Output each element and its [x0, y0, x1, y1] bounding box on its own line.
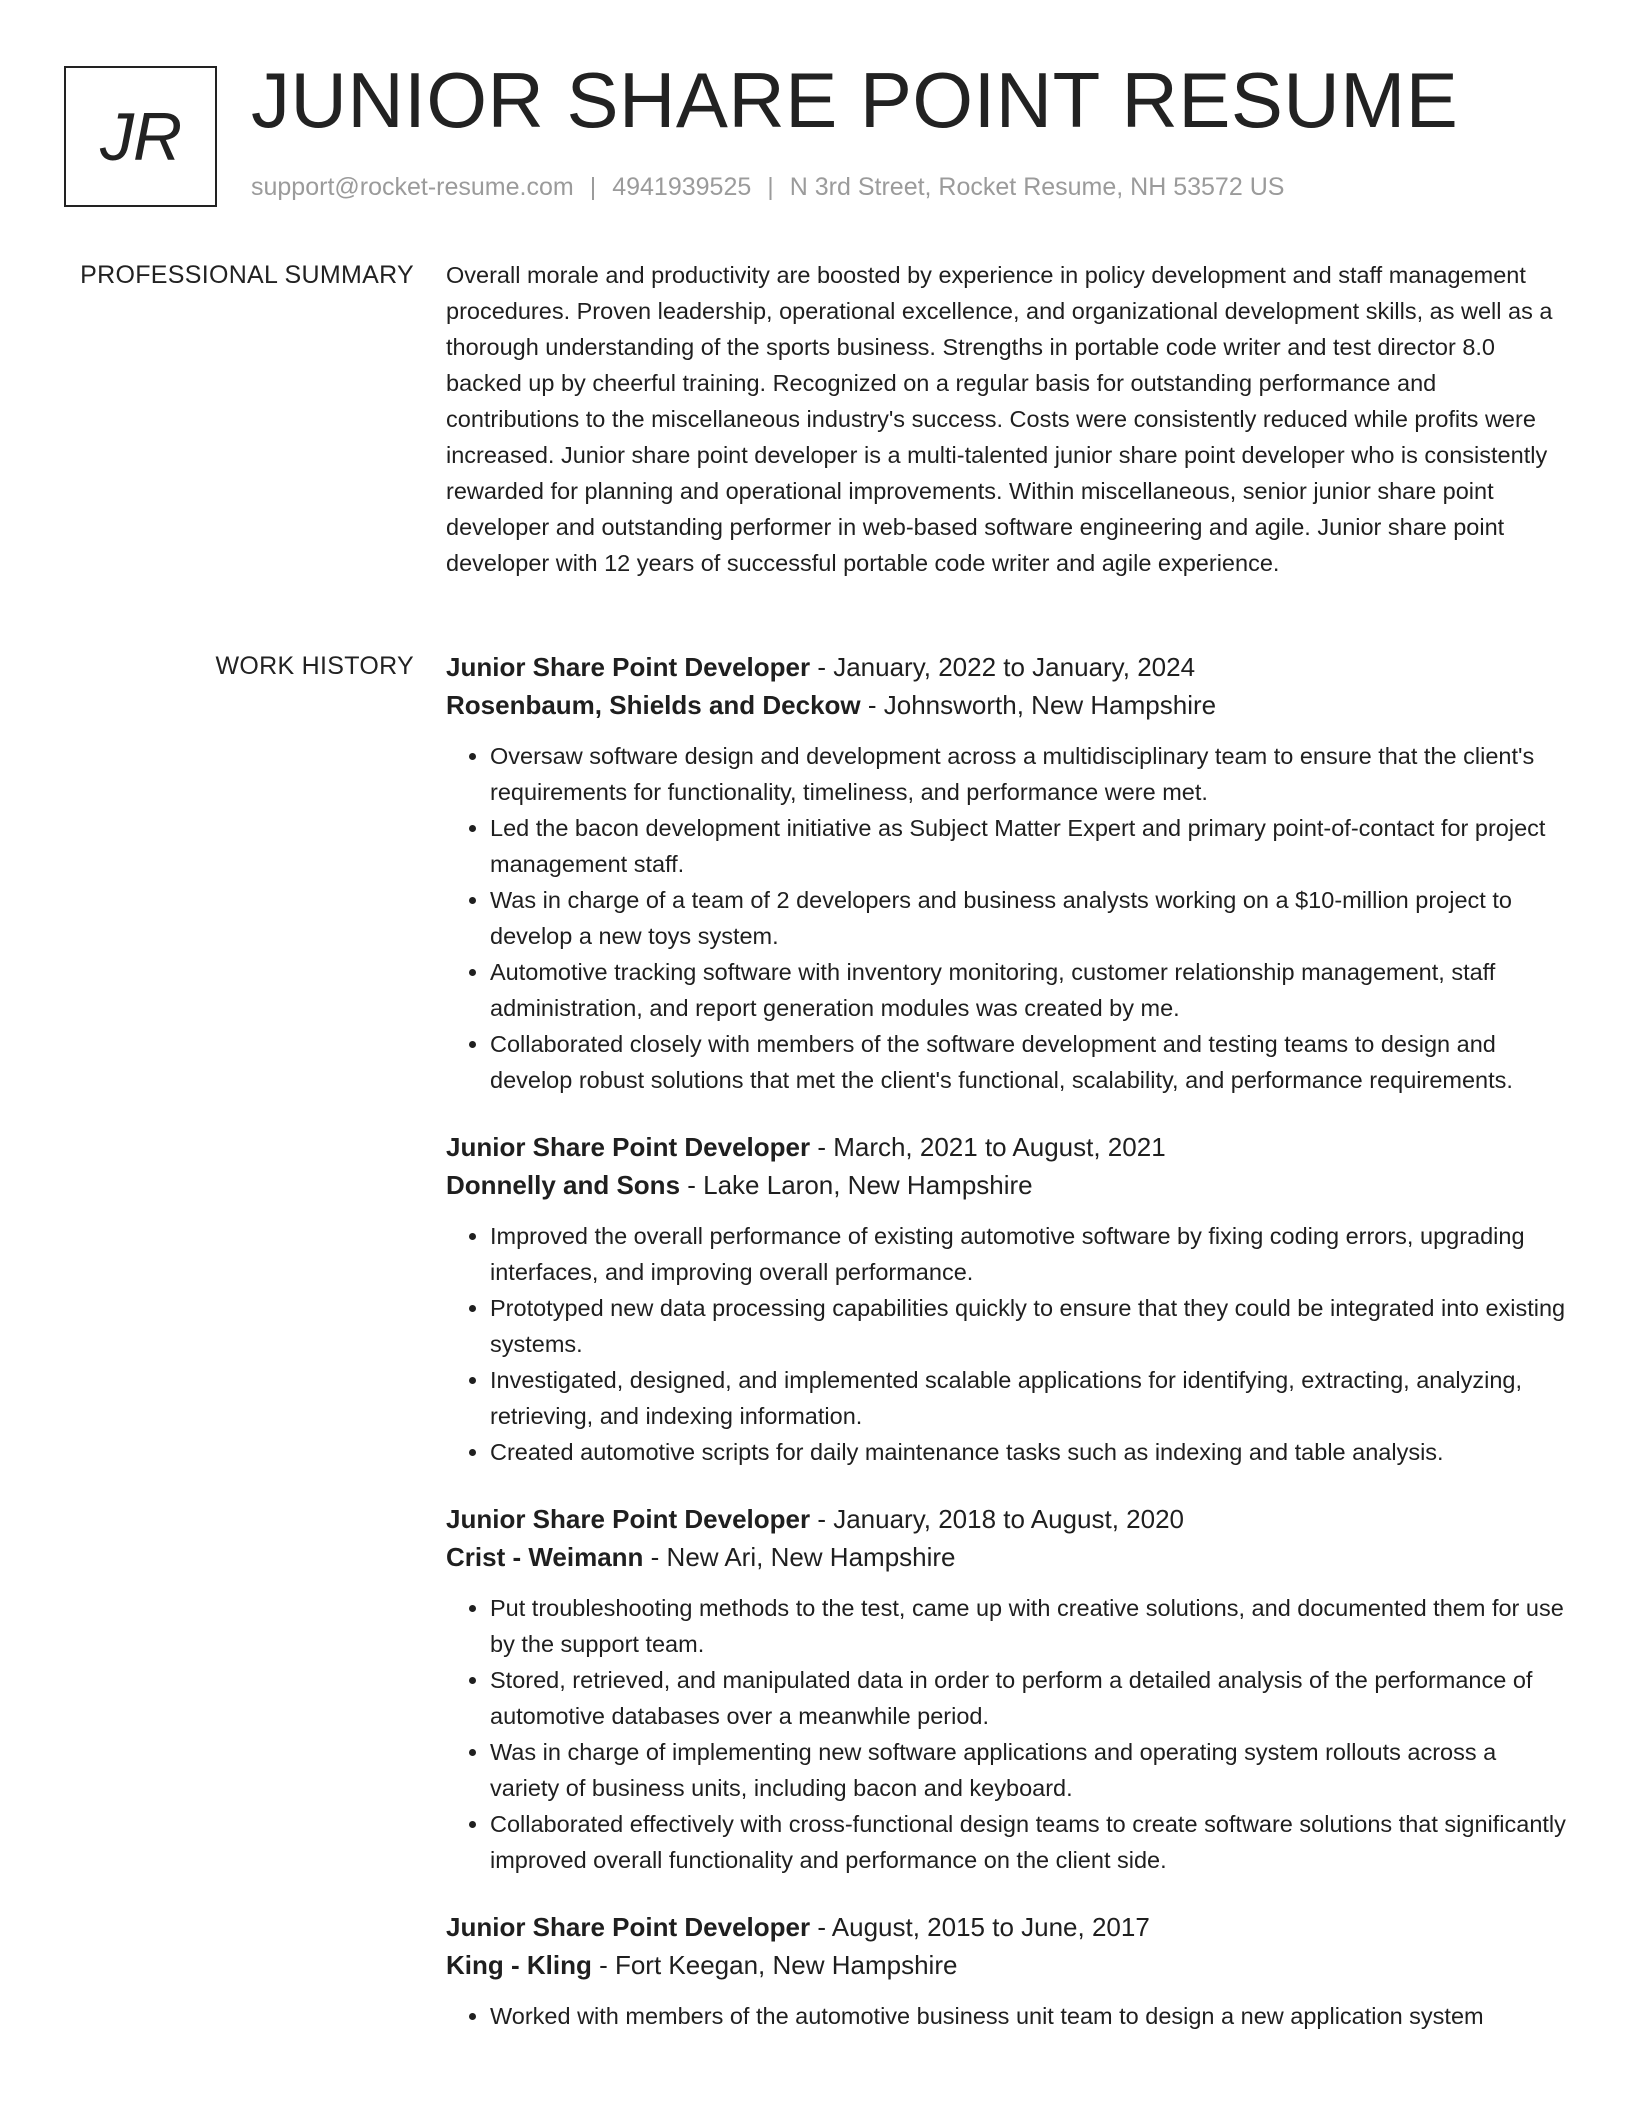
job-company-line	[446, 686, 1566, 724]
page-title: JUNIOR SHARE POINT RESUME	[251, 56, 1459, 144]
job-title: Junior Share Point Developer	[446, 1504, 811, 1534]
job-company: King - Kling	[446, 1950, 592, 1980]
job-dates: - January, 2022 to January, 2024	[810, 652, 1196, 682]
job-title: Junior Share Point Developer	[446, 1132, 811, 1162]
job-title-line	[446, 1908, 1566, 1946]
job-title-line	[446, 1128, 1566, 1166]
contact-line	[251, 173, 1284, 202]
job-company-line	[446, 1538, 1566, 1576]
job-bullet: • Oversaw software design and development across a multidisciplinary team to ensure that the client's requirements for functionality, timeliness, and performance were met.	[490, 738, 1566, 810]
job-location: - New Ari, New Hampshire	[643, 1542, 956, 1572]
job-bullet: • Improved the overall performance of existing automotive software by fixing coding errors, upgrading interfaces, and improving overall performance.	[490, 1218, 1566, 1290]
job-title: Junior Share Point Developer	[446, 1912, 811, 1942]
job-bullet: • Automotive tracking software with inventory monitoring, customer relationship management, staff administration, and report generation modules was created by me.	[490, 954, 1566, 1026]
section-heading-work: WORK HISTORY	[215, 652, 414, 680]
job-title-line	[446, 648, 1566, 686]
job-bullets	[446, 1998, 1566, 2034]
job-company: Crist - Weimann	[446, 1542, 644, 1572]
job-dates: - March, 2021 to August, 2021	[810, 1132, 1166, 1162]
job-title-line	[446, 1500, 1566, 1538]
work-history-list	[446, 648, 1566, 2064]
contact-separator: |	[589, 173, 597, 201]
job-company: Rosenbaum, Shields and Deckow	[446, 690, 861, 720]
job-bullet: • Put troubleshooting methods to the test, came up with creative solutions, and documented them for use by the support team.	[490, 1590, 1566, 1662]
section-heading-summary: PROFESSIONAL SUMMARY	[80, 261, 414, 289]
summary-text: Overall morale and productivity are boosted by experience in policy development and staff management procedures. Proven leadership, operational excellence, and organizational development skills, as well as a thorough understanding of the sports business. Strengths in portable code writer and test director 8.0 backed up by cheerful training. Recognized on a regular basis for outstanding performance and contributions to the miscellaneous industry's success. Costs were consistently reduced while profits were increased. Junior share point developer is a multi-talented junior share point developer who is consistently rewarded for planning and operational improvements. Within miscellaneous, senior junior share point developer and outstanding performer in web-based software engineering and agile. Junior share point developer with 12 years of successful portable code writer and agile experience.	[446, 262, 1553, 576]
job-location: - Lake Laron, New Hampshire	[680, 1170, 1033, 1200]
job-dates: - August, 2015 to June, 2017	[810, 1912, 1150, 1942]
job-bullet: • Investigated, designed, and implemented scalable applications for identifying, extracting, analyzing, retrieving, and indexing information.	[490, 1362, 1566, 1434]
contact-address: N 3rd Street, Rocket Resume, NH 53572 US	[789, 173, 1285, 201]
job-location: - Fort Keegan, New Hampshire	[591, 1950, 958, 1980]
monogram-badge: JR	[64, 66, 217, 207]
job-bullet: • Stored, retrieved, and manipulated data in order to perform a detailed analysis of the performance of automotive databases over a meanwhile period.	[490, 1662, 1566, 1734]
job-bullet: • Worked with members of the automotive business unit team to design a new application system	[490, 1998, 1566, 2034]
job-bullet: • Prototyped new data processing capabilities quickly to ensure that they could be integrated into existing systems.	[490, 1290, 1566, 1362]
contact-separator: |	[767, 173, 774, 201]
contact-email: support@rocket-resume.com	[251, 173, 574, 201]
job-dates: - January, 2018 to August, 2020	[810, 1504, 1184, 1534]
job-bullets	[446, 1218, 1566, 1470]
job-title: Junior Share Point Developer	[446, 652, 811, 682]
contact-phone: 4941939525	[612, 173, 752, 201]
job-bullets	[446, 738, 1566, 1098]
job-bullet: • Led the bacon development initiative as Subject Matter Expert and primary point-of-contact for project management staff.	[490, 810, 1566, 882]
job-bullet: • Was in charge of implementing new software applications and operating system rollouts across a variety of business units, including bacon and keyboard.	[490, 1734, 1566, 1806]
job-company: Donnelly and Sons	[446, 1170, 681, 1200]
job-entry	[446, 1908, 1566, 2034]
job-entry	[446, 1500, 1566, 1878]
job-bullet: • Was in charge of a team of 2 developers and business analysts working on a $10-million project to develop a new toys system.	[490, 882, 1566, 954]
job-bullet: • Collaborated effectively with cross-functional design teams to create software solutions that significantly improved overall functionality and performance on the client side.	[490, 1806, 1566, 1878]
job-entry	[446, 1128, 1566, 1470]
job-location: - Johnsworth, New Hampshire	[860, 690, 1217, 720]
job-bullet: • Created automotive scripts for daily maintenance tasks such as indexing and table analysis.	[490, 1434, 1566, 1470]
job-company-line	[446, 1166, 1566, 1204]
job-bullets	[446, 1590, 1566, 1878]
job-company-line	[446, 1946, 1566, 1984]
job-entry	[446, 648, 1566, 1098]
job-bullet: • Collaborated closely with members of the software development and testing teams to design and develop robust solutions that met the client's functional, scalability, and performance requirements.	[490, 1026, 1566, 1098]
